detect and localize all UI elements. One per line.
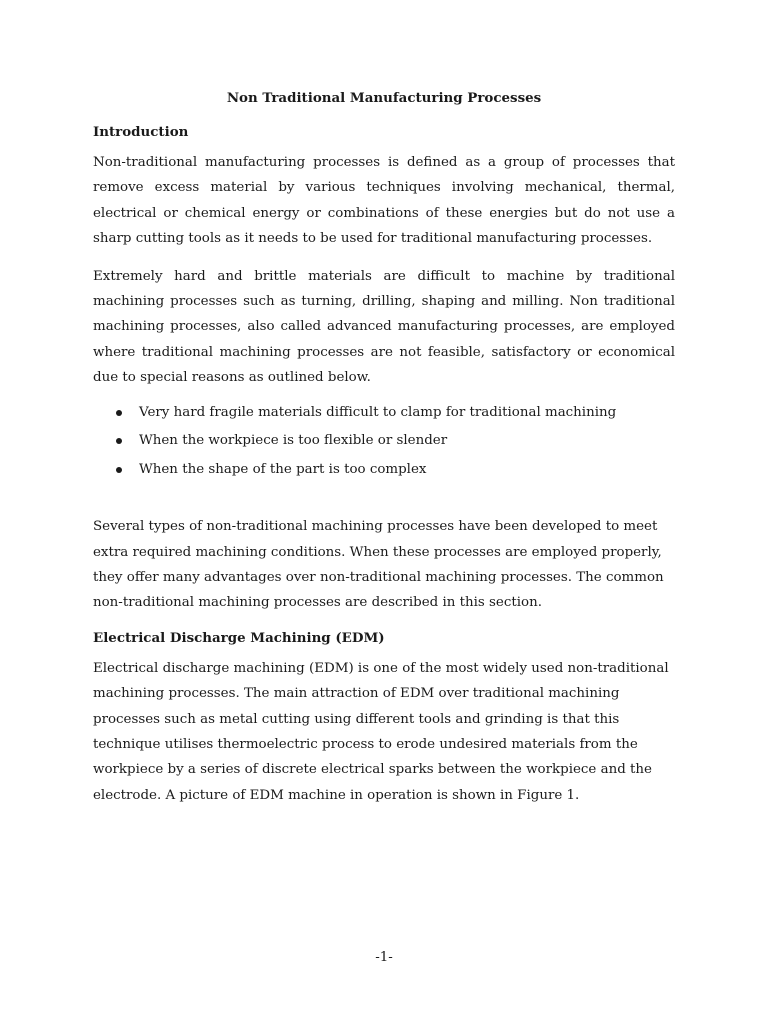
page-content (93, 88, 675, 820)
bullet-item (93, 431, 675, 451)
intro-paragraph-1: Non-traditional manufacturing processes is defined as a group of processes that remove excess material by various techniques involving mechanical, thermal, electrical or chemical energy or combinations of these energies but do not use a sharp cutting tools as it needs to be used for traditional manufacturing processes. (93, 155, 675, 247)
bullet-icon (116, 410, 122, 416)
bullet-text: Very hard fragile materials difficult to clamp for traditional machining (139, 404, 617, 420)
document-title: Non Traditional Manufacturing Processes (226, 90, 542, 106)
section-heading-edm: Electrical Discharge Machining (EDM) (93, 629, 385, 646)
edm-paragraph: Electrical discharge machining (EDM) is one of the most widely used non-traditional machining processes. The main attraction of EDM over traditional machining processes such as metal cutting using different tools and grinding is that this technique utilises thermoelectric process to erode undesired materials from the workpiece by a series of discrete electrical sparks between the workpiece and the electrode. A picture of EDM machine in operation is shown in Figure 1. (93, 660, 669, 803)
intro-paragraph-2: Extremely hard and brittle materials are difficult to machine by traditional machining processes such as turning, drilling, shaping and milling. Non traditional machining processes, also called advanced manufacturing processes, are employed where traditional machining processes are not feasible, satisfactory or economical due to special reasons as outlined below. (93, 268, 675, 386)
bullet-item (93, 403, 675, 423)
spacer (93, 488, 675, 514)
page-number: -1- (375, 950, 393, 965)
bullet-text: When the workpiece is too flexible or slender (139, 433, 448, 449)
intro-closing-paragraph: Several types of non-traditional machining processes have been developed to meet extra required machining conditions. When these processes are employed properly, they offer many advantages over non-traditional machining processes. The common non-traditional machining processes are described in this section. (93, 519, 664, 611)
bullet-item (93, 460, 675, 480)
bullet-list (93, 403, 675, 480)
bullet-icon (116, 438, 122, 444)
section-heading-introduction: Introduction (93, 124, 189, 140)
bullet-icon (116, 467, 122, 473)
bullet-text: When the shape of the part is too complex (139, 461, 427, 477)
